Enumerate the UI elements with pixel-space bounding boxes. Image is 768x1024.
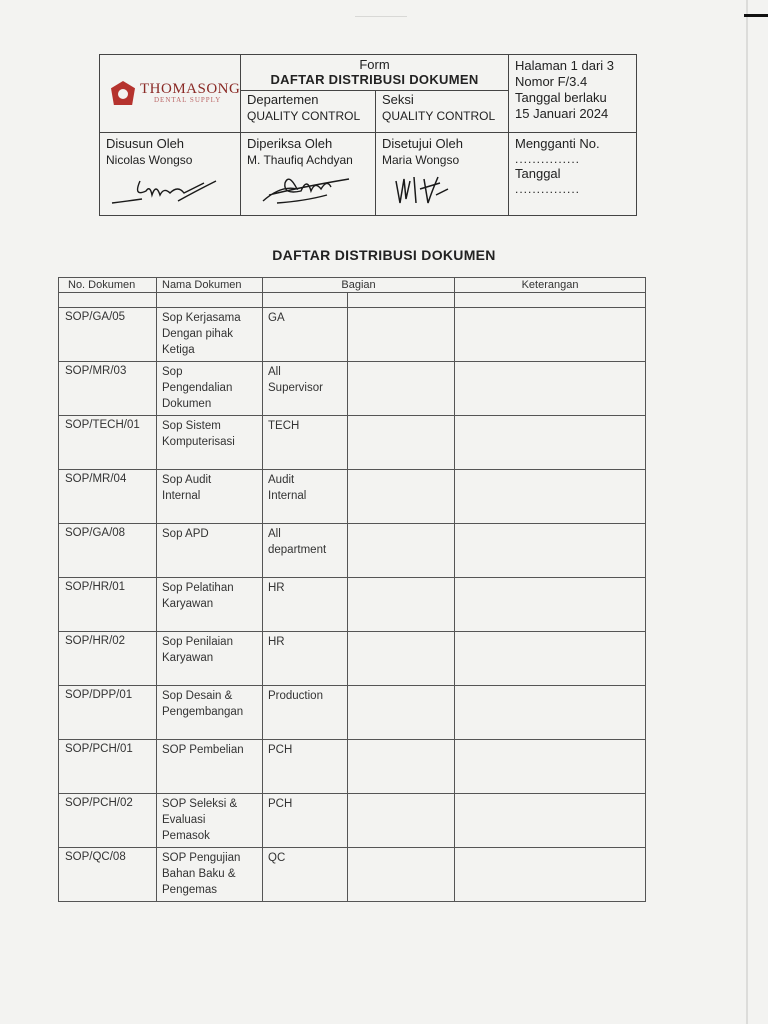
company-name: THOMASONG [140,81,241,97]
section-label: Seksi [382,92,414,107]
cell-nama-dokumen [157,632,263,686]
table-row [59,578,646,632]
cell-bagian-extra [348,686,455,740]
bagian-line: All [268,366,281,378]
effective-date-value: 15 Januari 2024 [515,106,609,121]
cell-bagian [263,686,348,740]
cell-bagian-extra [348,578,455,632]
company-tagline: DENTAL SUPPLY [154,96,222,104]
nama-dokumen-line: Karyawan [162,652,214,664]
cell-keterangan [455,416,646,470]
approved-by-signature [376,169,509,213]
cell-keterangan [455,740,646,794]
cell-no-dokumen: SOP/MR/04 [59,470,157,524]
column-header-no-dokumen: No. Dokumen [59,278,157,293]
cell-nama-dokumen [157,362,263,416]
nama-dokumen-line: Sop Penilaian [162,636,233,648]
prepared-by-cell [100,133,241,216]
form-number: Nomor F/3.4 [515,74,588,89]
bagian-line: PCH [268,798,293,810]
scan-artifact [355,16,407,17]
cell-no-dokumen: SOP/HR/02 [59,632,157,686]
cell-bagian [263,308,348,362]
section-value: QUALITY CONTROL [382,109,496,123]
department-label: Departemen [247,92,319,107]
bagian-line: PCH [268,744,293,756]
cell-keterangan [455,524,646,578]
column-header-nama-dokumen: Nama Dokumen [157,278,263,293]
cell-keterangan [455,848,646,902]
table-row [59,470,646,524]
table-row [59,794,646,848]
nama-dokumen-line: Pengendalian [162,382,233,394]
cell-bagian [263,470,348,524]
cell-bagian-extra [348,524,455,578]
cell-keterangan [455,632,646,686]
cell-bagian-extra [348,470,455,524]
bagian-line: department [268,544,327,556]
cell-bagian [263,362,348,416]
cell-bagian [263,578,348,632]
nama-dokumen-line: Ketiga [162,344,195,356]
bagian-line: Production [268,690,323,702]
table-row [59,362,646,416]
cell-bagian-extra [348,632,455,686]
cell-bagian-extra [348,740,455,794]
cell-no-dokumen: SOP/GA/08 [59,524,157,578]
cell-bagian [263,632,348,686]
cell-bagian-extra [348,308,455,362]
company-seal-icon [111,81,135,105]
cell-no-dokumen: SOP/HR/01 [59,578,157,632]
cell-nama-dokumen [157,470,263,524]
department-cell [241,91,376,133]
cell-keterangan [455,794,646,848]
form-title: DAFTAR DISTRIBUSI DOKUMEN [270,72,479,87]
nama-dokumen-line: Sop Audit [162,474,212,486]
cell-bagian-extra [348,416,455,470]
table-row [59,308,646,362]
cell-bagian [263,740,348,794]
nama-dokumen-line: Komputerisasi [162,436,235,448]
cell-no-dokumen: SOP/PCH/02 [59,794,157,848]
column-header-keterangan: Keterangan [455,278,646,293]
nama-dokumen-line: Pengembangan [162,706,244,718]
nama-dokumen-line: Sop APD [162,528,209,540]
prepared-by-label: Disusun Oleh [106,136,185,151]
replaces-number-label: Mengganti No. [515,136,600,151]
section-cell [376,91,509,133]
page-number: Halaman 1 dari 3 [515,58,614,73]
prepared-by-name: Nicolas Wongso [106,153,193,167]
table-row [59,740,646,794]
nama-dokumen-line: Pemasok [162,830,210,842]
replacement-cell [509,133,637,216]
replacement-date-label: Tanggal [515,166,561,181]
cell-nama-dokumen [157,740,263,794]
header-spacer-row [59,293,646,308]
form-label: Form [359,57,390,72]
scan-mark [744,14,768,17]
table-row [59,632,646,686]
nama-dokumen-line: Karyawan [162,598,214,610]
cell-bagian [263,794,348,848]
effective-date-label: Tanggal berlaku [515,90,607,105]
company-logo [108,81,248,111]
bagian-line: HR [268,582,285,594]
nama-dokumen-line: Bahan Baku & [162,868,236,880]
approved-by-name: Maria Wongso [382,153,460,167]
cell-nama-dokumen [157,848,263,902]
cell-no-dokumen: SOP/QC/08 [59,848,157,902]
cell-bagian [263,416,348,470]
cell-no-dokumen: SOP/TECH/01 [59,416,157,470]
nama-dokumen-line: Sop [162,366,183,378]
bagian-line: GA [268,312,285,324]
cell-no-dokumen: SOP/DPP/01 [59,686,157,740]
nama-dokumen-line: SOP Pembelian [162,744,244,756]
reviewed-by-cell [241,133,376,216]
cell-bagian [263,848,348,902]
replacement-date-value: ............... [515,182,581,196]
approved-by-cell [376,133,509,216]
bagian-line: HR [268,636,285,648]
table-row [59,416,646,470]
distribution-table [58,277,646,902]
page-title: DAFTAR DISTRIBUSI DOKUMEN [272,247,496,263]
prepared-by-signature [100,171,240,211]
department-value: QUALITY CONTROL [247,109,361,123]
nama-dokumen-line: Sop Pelatihan [162,582,234,594]
cell-nama-dokumen [157,308,263,362]
cell-keterangan [455,686,646,740]
cell-no-dokumen: SOP/PCH/01 [59,740,157,794]
nama-dokumen-line: Sop Desain & [162,690,233,702]
reviewed-by-label: Diperiksa Oleh [247,136,333,151]
company-logo-cell [100,55,241,133]
reviewed-by-name: M. Thaufiq Achdyan [247,153,353,167]
nama-dokumen-line: Dokumen [162,398,212,410]
cell-keterangan [455,470,646,524]
cell-bagian [263,524,348,578]
nama-dokumen-line: Sop Sistem [162,420,221,432]
table-row [59,524,646,578]
cell-no-dokumen: SOP/MR/03 [59,362,157,416]
replaces-number-value: ............... [515,152,581,166]
cell-nama-dokumen [157,578,263,632]
form-title-cell [241,55,509,91]
scan-edge [746,0,748,1024]
cell-nama-dokumen [157,416,263,470]
nama-dokumen-line: Sop Kerjasama [162,312,241,324]
table-row [59,848,646,902]
nama-dokumen-line: Pengemas [162,884,217,896]
bagian-line: Audit [268,474,295,486]
table-row [59,686,646,740]
cell-bagian-extra [348,362,455,416]
bagian-line: TECH [268,420,300,432]
reviewed-by-signature [241,167,376,211]
bagian-line: Internal [268,490,307,502]
approved-by-label: Disetujui Oleh [382,136,463,151]
nama-dokumen-line: Dengan pihak [162,328,233,340]
column-header-bagian: Bagian [263,278,455,293]
nama-dokumen-line: Evaluasi [162,814,206,826]
document-info-cell [509,55,637,133]
bagian-line: All [268,528,281,540]
nama-dokumen-line: SOP Pengujian [162,852,241,864]
cell-nama-dokumen [157,686,263,740]
bagian-line: QC [268,852,286,864]
cell-nama-dokumen [157,794,263,848]
cell-bagian-extra [348,848,455,902]
cell-no-dokumen: SOP/GA/05 [59,308,157,362]
cell-keterangan [455,308,646,362]
cell-keterangan [455,362,646,416]
nama-dokumen-line: Internal [162,490,201,502]
cell-keterangan [455,578,646,632]
nama-dokumen-line: SOP Seleksi & [162,798,238,810]
form-header [99,54,637,216]
cell-nama-dokumen [157,524,263,578]
bagian-line: Supervisor [268,382,323,394]
cell-bagian-extra [348,794,455,848]
